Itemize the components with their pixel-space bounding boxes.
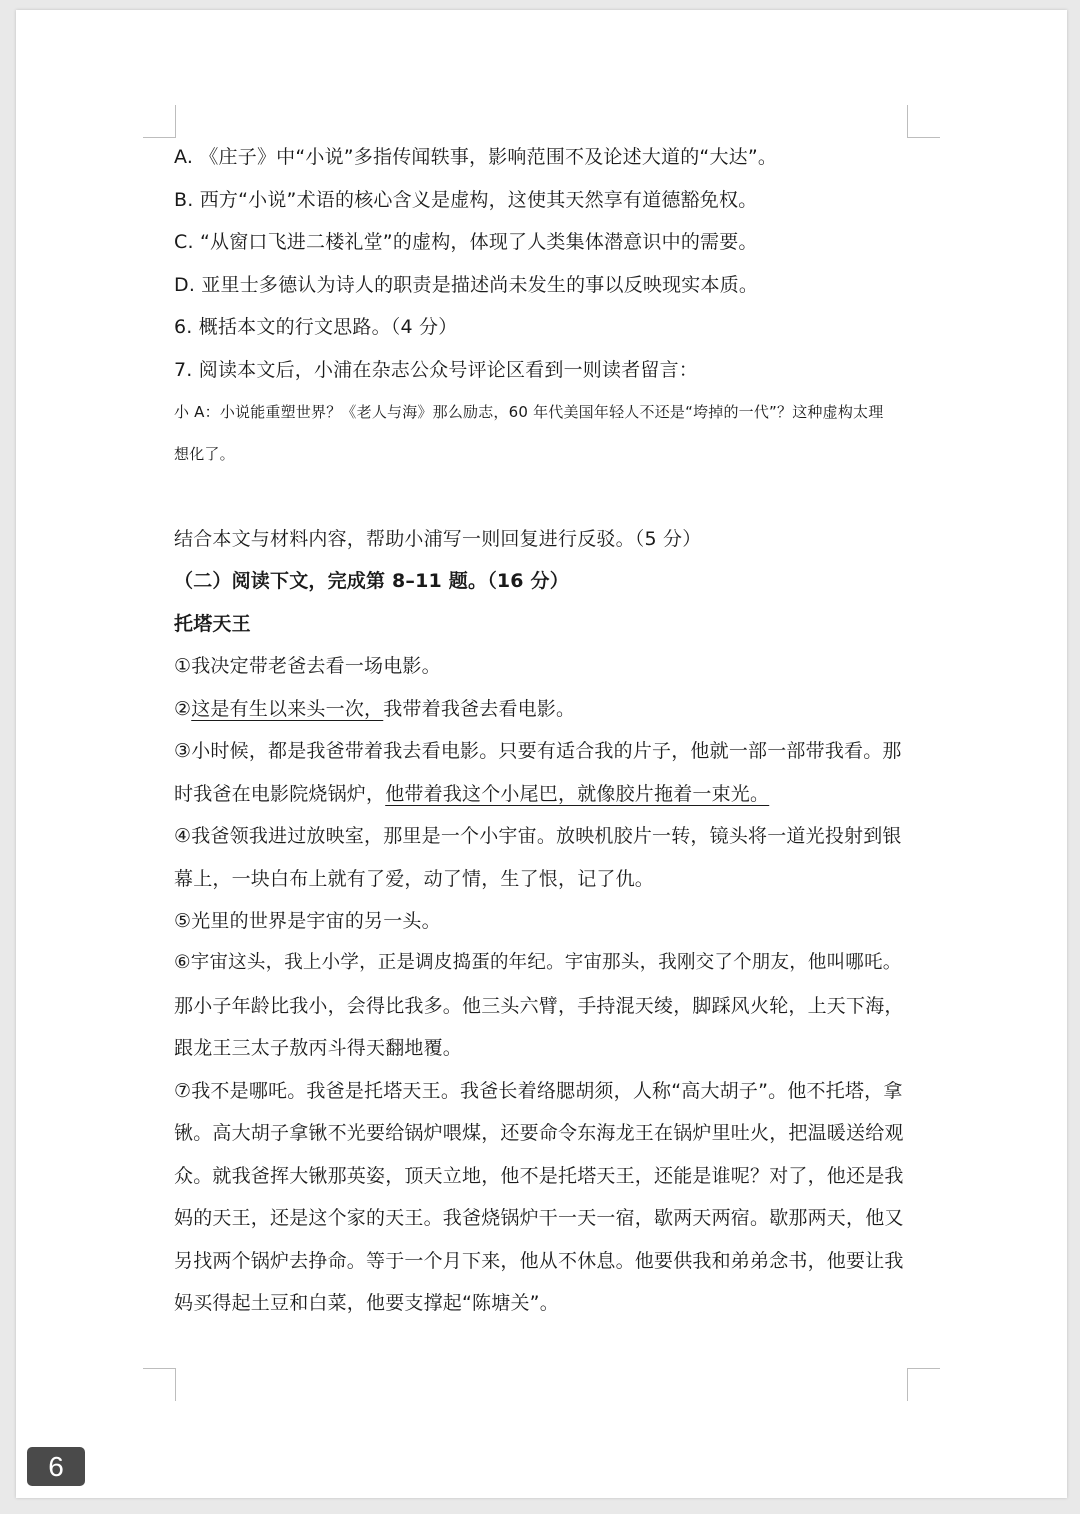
crop-mark-bottom-right <box>907 1368 940 1401</box>
reader-comment-line-2: 想化了。 <box>174 445 235 463</box>
crop-mark-bottom-left <box>143 1368 176 1401</box>
paragraph-5: ⑤光里的世界是宇宙的另一头。 <box>174 910 441 932</box>
paragraph-7-line-6: 妈买得起土豆和白菜，他要支撑起“陈塘关”。 <box>174 1292 559 1314</box>
paragraph-1: ①我决定带老爸去看一场电影。 <box>174 655 441 677</box>
paragraph-6-line-1: ⑥宇宙这头，我上小学，正是调皮捣蛋的年纪。宇宙那头，我刚交了个朋友，他叫哪吒。 <box>174 952 902 973</box>
section-heading: （二）阅读下文，完成第 8–11 题。（16 分） <box>174 570 569 592</box>
paragraph-2-number: ② <box>174 698 192 720</box>
question-7-task: 结合本文与材料内容，帮助小浦写一则回复进行反驳。（5 分） <box>174 528 702 550</box>
option-d: D. 亚里士多德认为诗人的职责是描述尚未发生的事以反映现实本质。 <box>174 274 759 296</box>
paragraph-4-line-1: ④我爸领我进过放映室，那里是一个小宇宙。放映机胶片一转，镜头将一道光投射到银 <box>174 825 902 847</box>
crop-mark-top-left <box>143 105 176 138</box>
paragraph-3-line-1: ③小时候，都是我爸带着我去看电影。只要有适合我的片子，他就一部一部带我看。那 <box>174 740 902 762</box>
story-title: 托塔天王 <box>174 613 251 635</box>
reader-comment-line-1: 小 A：小说能重塑世界？《老人与海》那么励志，60 年代美国年轻人不还是“垮掉的一代”？这种虚构太理 <box>174 403 884 421</box>
paragraph-7-line-1: ⑦我不是哪吒。我爸是托塔天王。我爸长着络腮胡须，人称“高大胡子”。他不托塔，拿 <box>174 1080 903 1102</box>
question-6: 6. 概括本文的行文思路。（4 分） <box>174 316 458 338</box>
option-c: C. “从窗口飞进二楼礼堂”的虚构，体现了人类集体潜意识中的需要。 <box>174 231 758 253</box>
paragraph-3-underlined-sentence: 他带着我这个小尾巴，就像胶片拖着一束光。 <box>385 783 770 805</box>
paragraph-6-line-3: 跟龙王三太子敖丙斗得天翻地覆。 <box>174 1037 463 1059</box>
paragraph-3-plain-text: 时我爸在电影院烧锅炉， <box>174 783 386 805</box>
question-7: 7. 阅读本文后，小浦在杂志公众号评论区看到一则读者留言： <box>174 359 698 381</box>
paragraph-2 <box>174 688 575 730</box>
paragraph-7-line-5: 另找两个锅炉去挣命。等于一个月下来，他从不休息。他要供我和弟弟念书，他要让我 <box>174 1250 904 1272</box>
paragraph-2-underlined-sentence: 这是有生以来头一次， <box>191 698 384 720</box>
paragraph-2-rest: 我带着我爸去看电影。 <box>383 698 576 720</box>
page-number-badge: 6 <box>27 1447 85 1486</box>
crop-mark-top-right <box>907 105 940 138</box>
option-a: A. 《庄子》中“小说”多指传闻轶事，影响范围不及论述大道的“大达”。 <box>174 146 778 168</box>
paragraph-7-line-4: 妈的天王，还是这个家的天王。我爸烧锅炉干一天一宿，歇两天两宿。歇那两天，他又 <box>174 1207 904 1229</box>
option-b: B. 西方“小说”术语的核心含义是虚构，这使其天然享有道德豁免权。 <box>174 189 758 211</box>
paragraph-3-line-2 <box>174 773 769 815</box>
paragraph-7-line-2: 锹。高大胡子拿锹不光要给锅炉喂煤，还要命令东海龙王在锅炉里吐火，把温暖送给观 <box>174 1122 904 1144</box>
paragraph-4-line-2: 幕上，一块白布上就有了爱，动了情，生了恨，记了仇。 <box>174 868 655 890</box>
paragraph-7-line-3: 众。就我爸挥大锹那英姿，顶天立地，他不是托塔天王，还能是谁呢？对了，他还是我 <box>174 1165 904 1187</box>
paragraph-6-line-2: 那小子年龄比我小，会得比我多。他三头六臂，手持混天绫，脚踩风火轮，上天下海， <box>174 995 904 1017</box>
